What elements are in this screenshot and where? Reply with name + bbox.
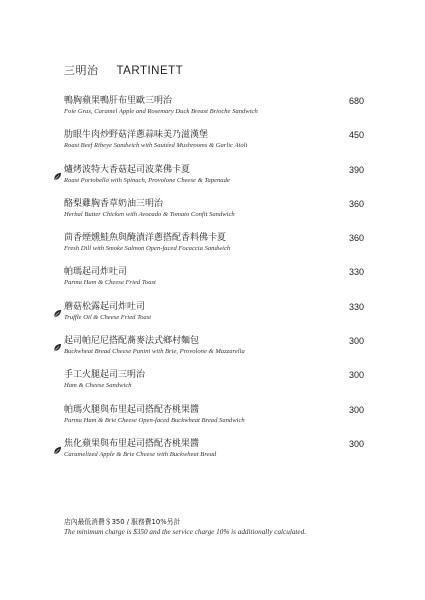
menu-item-price: 300 xyxy=(348,336,364,347)
menu-item xyxy=(64,301,364,335)
section-title-en: TARTINETT xyxy=(116,65,184,77)
menu-item-list xyxy=(64,95,364,472)
menu-item-name-zh: 肋眼牛肉炒野菇洋蔥蒜味美乃滋漢堡 xyxy=(64,130,209,141)
menu-item xyxy=(64,95,364,129)
menu-item-name-zh: 帕瑪起司炸吐司 xyxy=(64,267,128,278)
menu-item-name-en: Truffle Oil & Cheese Fried Toast xyxy=(64,313,152,321)
menu-item xyxy=(64,129,364,163)
minimum-charge-note-en: The minimum charge is $350 and the service charge 10% is additionally calculated. xyxy=(64,528,307,536)
menu-item-name-zh: 手工火腿起司三明治 xyxy=(64,370,146,381)
menu-item-name-en: Fresh Dill with Smoke Salmon Open-faced Focaccia Sandwich xyxy=(64,245,231,253)
menu-item-price: 680 xyxy=(348,96,364,106)
menu-item xyxy=(64,404,364,438)
leaf-icon xyxy=(53,440,62,449)
menu-item-price: 300 xyxy=(348,438,364,449)
menu-item-name-zh: 起司帕尼尼搭配蕎麥法式鄉村麵包 xyxy=(64,336,200,347)
menu-item xyxy=(64,438,364,472)
leaf-icon xyxy=(53,166,62,175)
menu-item-price: 330 xyxy=(348,301,364,312)
section-title-zh: 三明治 xyxy=(64,64,99,77)
menu-item-price: 390 xyxy=(348,164,364,175)
menu-item-name-en: Caramelized Apple & Brie Cheese with Buckwheat Bread xyxy=(64,450,217,458)
leaf-icon xyxy=(53,337,62,346)
menu-item-name-zh: 酪梨雞胸香草奶油三明治 xyxy=(64,198,164,209)
menu-item-name-en: Buckwheat Bread Cheese Panini with Brie, Provolone & Mazzarella xyxy=(64,348,245,356)
menu-item-name-zh: 蘑菇松露起司炸吐司 xyxy=(64,301,146,312)
menu-item-name-zh: 焦化蘋果與布里起司搭配杏桃果醬 xyxy=(64,438,200,449)
footer-note xyxy=(64,517,384,537)
menu-item-name-en: Parma Ham & Cheese Fried Toast xyxy=(64,279,156,287)
menu-item xyxy=(64,335,364,369)
menu-item-name-en: Ham & Cheese Sandwich xyxy=(64,382,132,390)
minimum-charge-note-zh: 店內最低消費＄350 / 服務費10%另計 xyxy=(64,518,181,526)
menu-item-price: 330 xyxy=(348,267,364,278)
menu-item xyxy=(64,266,364,300)
menu-item xyxy=(64,232,364,266)
menu-item xyxy=(64,369,364,403)
menu-item-name-en: Parma Ham & Brie Cheese Open-faced Buckwheat Bread Sandwich xyxy=(64,416,245,424)
menu-item xyxy=(64,164,364,198)
menu-item-price: 300 xyxy=(348,370,364,381)
menu-item-price: 360 xyxy=(348,233,364,244)
menu-item-name-en: Roast Beef Ribeye Sandwich with Sautéed Mushrooms & Garlic Aioli xyxy=(64,142,248,150)
menu-item-name-en: Foie Gras, Caramel Apple and Rosemary Duck Breast Brioche Sandwich xyxy=(64,108,258,115)
menu-item-name-en: Herbal Butter Chicken with Avocado & Tomato Confit Sandwich xyxy=(64,210,235,218)
menu-item-price: 300 xyxy=(348,404,364,415)
menu-section-heading xyxy=(64,62,183,78)
menu-item-name-en: Roast Portobello with Spinach, Provolone Cheese & Tapenade xyxy=(64,176,230,184)
menu-item xyxy=(64,198,364,232)
menu-item-price: 360 xyxy=(348,198,364,209)
menu-item-price: 450 xyxy=(348,130,364,141)
menu-item-name-zh: 爐烤波特大香菇起司波菜佛卡夏 xyxy=(64,164,191,175)
menu-item-name-zh: 茴香煙燻鮭魚與醃漬洋蔥搭配香料佛卡夏 xyxy=(64,233,227,244)
menu-item-name-zh: 帕瑪火腿與布里起司搭配杏桃果醬 xyxy=(64,404,200,415)
leaf-icon xyxy=(53,303,62,312)
menu-item-name-zh: 鴨胸蘋果鴨肝布里歐三明治 xyxy=(64,96,173,106)
